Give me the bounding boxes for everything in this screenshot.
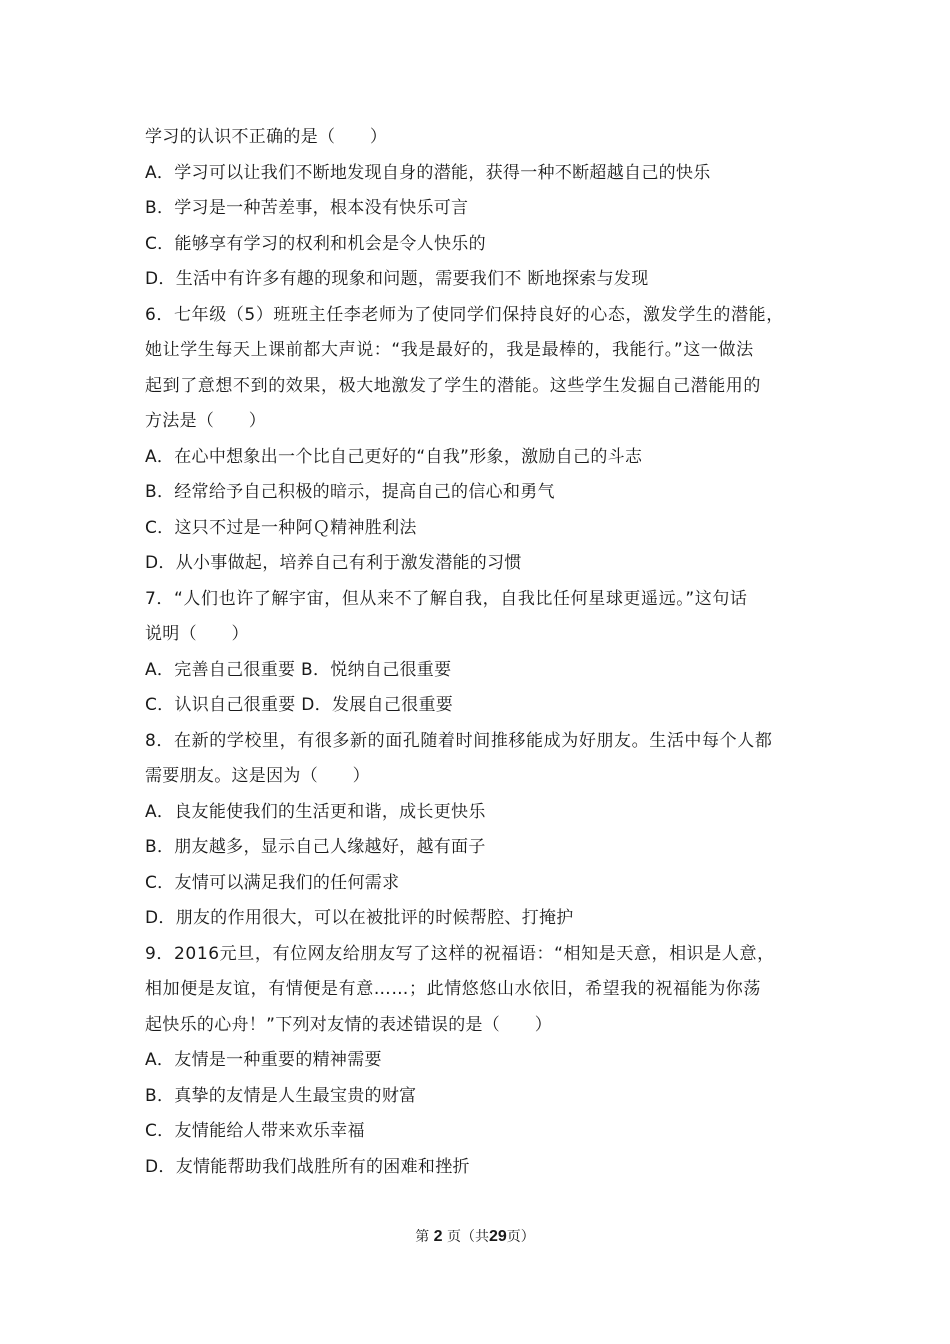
question-line: 说明（ ）: [145, 624, 249, 644]
option-line: C．友情能给人带来欢乐幸福: [145, 1121, 365, 1141]
question-line: 起到了意想不到的效果，极大地激发了学生的潜能。这些学生发掘自己潜能用的: [145, 375, 761, 396]
option-line: B．经常给予自己积极的暗示，提高自己的信心和勇气: [145, 482, 555, 502]
option-line: B．真挚的友情是人生最宝贵的财富: [145, 1085, 417, 1106]
option-line: A．学习可以让我们不断地发现自身的潜能，获得一种不断超越自己的快乐: [145, 162, 711, 183]
option-line: A．完善自己很重要 B．悦纳自己很重要: [145, 659, 452, 680]
option-line: A．良友能使我们的生活更和谐，成长更快乐: [145, 801, 486, 822]
option-line: C．这只不过是一种阿Ｑ精神胜利法: [145, 517, 417, 538]
question-line: 7．“人们也许了解宇宙，但从来不了解自我，自我比任何星球更遥远。”这句话: [145, 588, 748, 609]
question-line: 9．2016元旦，有位网友给朋友写了这样的祝福语：“相知是天意，相识是人意，: [145, 943, 775, 964]
footer-prefix: 第: [415, 1229, 430, 1245]
total-pages: 29: [489, 1228, 507, 1245]
option-line: D．生活中有许多有趣的现象和问题，需要我们不 断地探索与发现: [145, 269, 649, 289]
option-line: D．友情能帮助我们战胜所有的困难和挫折: [145, 1156, 470, 1177]
option-line: D．朋友的作用很大，可以在被批评的时候帮腔、打掩护: [145, 908, 574, 928]
footer-suffix: 页）: [506, 1229, 535, 1245]
question-line: 方法是（ ）: [145, 411, 267, 431]
page-number: 2: [433, 1228, 443, 1245]
question-line: 起快乐的心舟！”下列对友情的表述错误的是（ ）: [145, 1014, 553, 1035]
text-line: 学习的认识不正确的是（ ）: [145, 127, 388, 147]
option-line: C．认识自己很重要 D．发展自己很重要: [145, 695, 454, 715]
option-line: B．学习是一种苦差事，根本没有快乐可言: [145, 198, 469, 218]
option-line: C．能够享有学习的权利和机会是令人快乐的: [145, 233, 486, 254]
question-line: 6．七年级（5）班班主任李老师为了使同学们保持良好的心态，激发学生的潜能，: [145, 304, 784, 325]
option-line: B．朋友越多，显示自己人缘越好，越有面子: [145, 837, 486, 857]
question-line: 8．在新的学校里，有很多新的面孔随着时间推移能成为好朋友。生活中每个人都: [145, 730, 773, 751]
option-line: D．从小事做起，培养自己有利于激发潜能的习惯: [145, 553, 522, 573]
footer-middle: 页（共: [447, 1229, 489, 1245]
question-text: [145, 120, 815, 1185]
question-line: 需要朋友。这是因为（ ）: [145, 766, 370, 786]
page-footer: [0, 1226, 950, 1246]
question-line: 相加便是友谊，有情便是有意……；此情悠悠山水依旧，希望我的祝福能为你荡: [145, 979, 761, 999]
option-line: A．在心中想象出一个比自己更好的“自我”形象，激励自己的斗志: [145, 446, 643, 467]
question-line: 她让学生每天上课前都大声说：“我是最好的，我是最棒的，我能行。”这一做法: [145, 340, 754, 360]
option-line: A．友情是一种重要的精神需要: [145, 1050, 382, 1070]
option-line: C．友情可以满足我们的任何需求: [145, 872, 400, 893]
